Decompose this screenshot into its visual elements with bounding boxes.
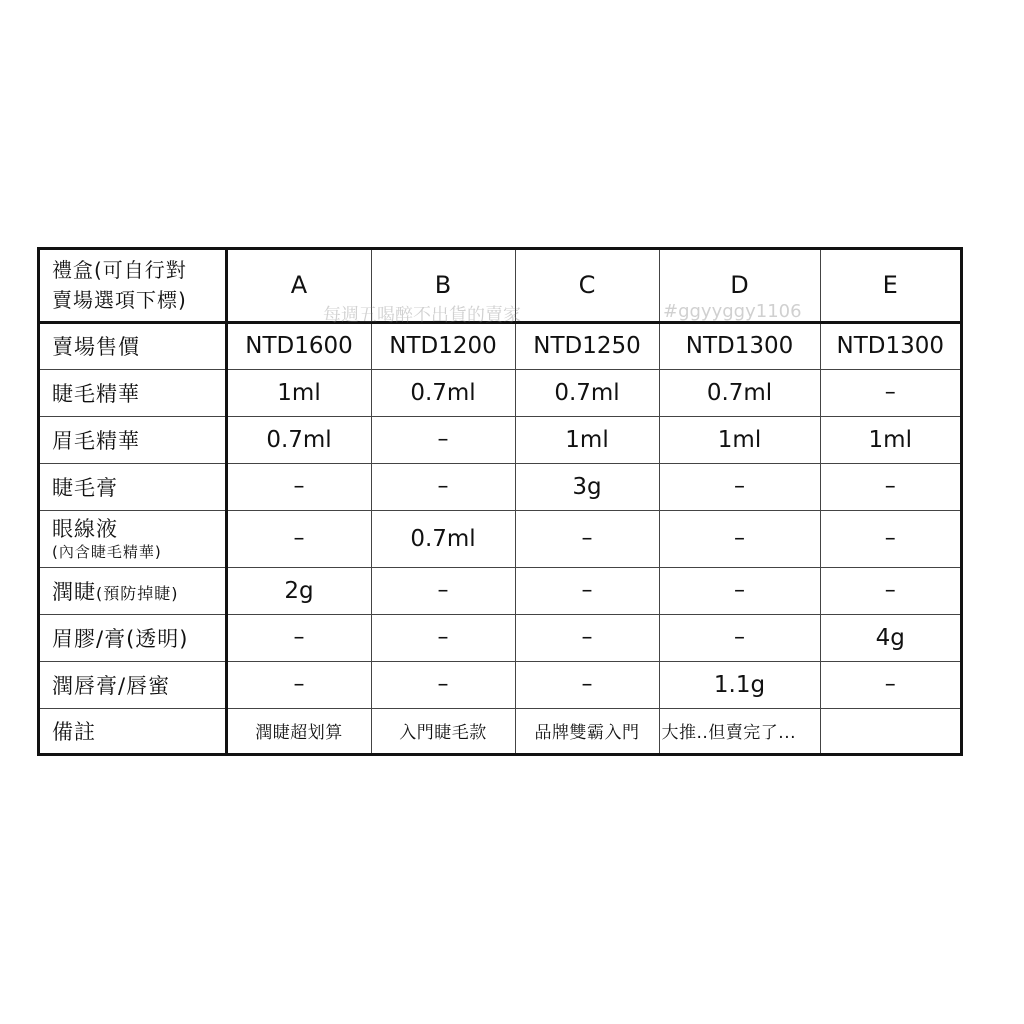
price-cell: NTD1300 <box>820 322 960 369</box>
note-cell: 大推..但賣完了... <box>659 708 820 753</box>
table-cell: 0.7ml <box>371 369 515 416</box>
note-cell: 入門睫毛款 <box>371 708 515 753</box>
price-cell: NTD1300 <box>659 322 820 369</box>
watermark-seller: 每週五喝醉不出貨的賣家 <box>323 305 521 326</box>
table-cell: – <box>820 661 960 708</box>
table-cell: – <box>515 661 659 708</box>
table-cell: 0.7ml <box>659 369 820 416</box>
column-header-a: A <box>226 250 371 322</box>
table-cell: 2g <box>226 567 371 614</box>
row-label: 睫毛膏 <box>40 463 226 510</box>
table-cell: – <box>226 661 371 708</box>
row-label-sub: (預防掉睫) <box>96 583 179 603</box>
table-cell: 1ml <box>515 416 659 463</box>
table-cell: – <box>659 614 820 661</box>
table-cell: – <box>515 614 659 661</box>
row-label: 備註 <box>40 708 226 753</box>
row-label: 賣場售價 <box>40 322 226 369</box>
row-label-sub: (內含睫毛精華) <box>52 542 162 561</box>
table-cell: – <box>820 567 960 614</box>
table-row-price <box>40 322 960 369</box>
header-label-cell <box>40 250 226 322</box>
price-cell: NTD1200 <box>371 322 515 369</box>
product-comparison-table <box>40 250 960 753</box>
row-label: 眼線液 <box>52 516 118 541</box>
table-cell: – <box>820 510 960 567</box>
note-cell: 潤睫超划算 <box>226 708 371 753</box>
table-row-lash-serum <box>40 369 960 416</box>
table-row-notes <box>40 708 960 753</box>
table-cell: – <box>371 661 515 708</box>
table-cell: – <box>226 463 371 510</box>
product-comparison-table-frame <box>37 247 963 756</box>
row-label: 潤睫 <box>52 579 96 604</box>
price-cell: NTD1250 <box>515 322 659 369</box>
table-row-mascara <box>40 463 960 510</box>
header-label-line2: 賣場選項下標) <box>52 288 187 313</box>
price-cell: NTD1600 <box>226 322 371 369</box>
header-label-line1: 禮盒(可自行對 <box>52 258 187 283</box>
table-cell: – <box>371 416 515 463</box>
table-cell: – <box>371 567 515 614</box>
watermark-hashtag: #ggyyggy1106 <box>663 301 802 322</box>
table-cell: – <box>515 510 659 567</box>
column-header-b: B <box>371 250 515 322</box>
table-cell: 1.1g <box>659 661 820 708</box>
column-header-c: C <box>515 250 659 322</box>
table-cell: – <box>820 369 960 416</box>
note-cell: 品牌雙霸入門 <box>515 708 659 753</box>
row-label-cell <box>40 510 226 567</box>
row-label: 眉毛精華 <box>40 416 226 463</box>
table-row-brow-gel <box>40 614 960 661</box>
table-cell: – <box>371 614 515 661</box>
table-cell: 1ml <box>820 416 960 463</box>
table-cell: 4g <box>820 614 960 661</box>
table-row-lash-conditioner <box>40 567 960 614</box>
note-cell <box>820 708 960 753</box>
table-cell: – <box>659 510 820 567</box>
column-header-e: E <box>820 250 960 322</box>
table-cell: 0.7ml <box>515 369 659 416</box>
table-cell: – <box>371 463 515 510</box>
column-header-d: D <box>659 250 820 322</box>
table-cell: 1ml <box>659 416 820 463</box>
table-cell: 0.7ml <box>371 510 515 567</box>
row-label: 睫毛精華 <box>40 369 226 416</box>
row-label: 眉膠/膏(透明) <box>40 614 226 661</box>
table-cell: – <box>659 567 820 614</box>
table-cell: 1ml <box>226 369 371 416</box>
header-row <box>40 250 960 322</box>
row-label-cell <box>40 567 226 614</box>
table-cell: – <box>226 614 371 661</box>
table-cell: – <box>226 510 371 567</box>
table-cell: 0.7ml <box>226 416 371 463</box>
table-cell: – <box>659 463 820 510</box>
row-label: 潤唇膏/唇蜜 <box>40 661 226 708</box>
table-row-eyeliner <box>40 510 960 567</box>
table-cell: 3g <box>515 463 659 510</box>
table-cell: – <box>515 567 659 614</box>
table-cell: – <box>820 463 960 510</box>
table-row-lip-balm <box>40 661 960 708</box>
table-row-brow-serum <box>40 416 960 463</box>
